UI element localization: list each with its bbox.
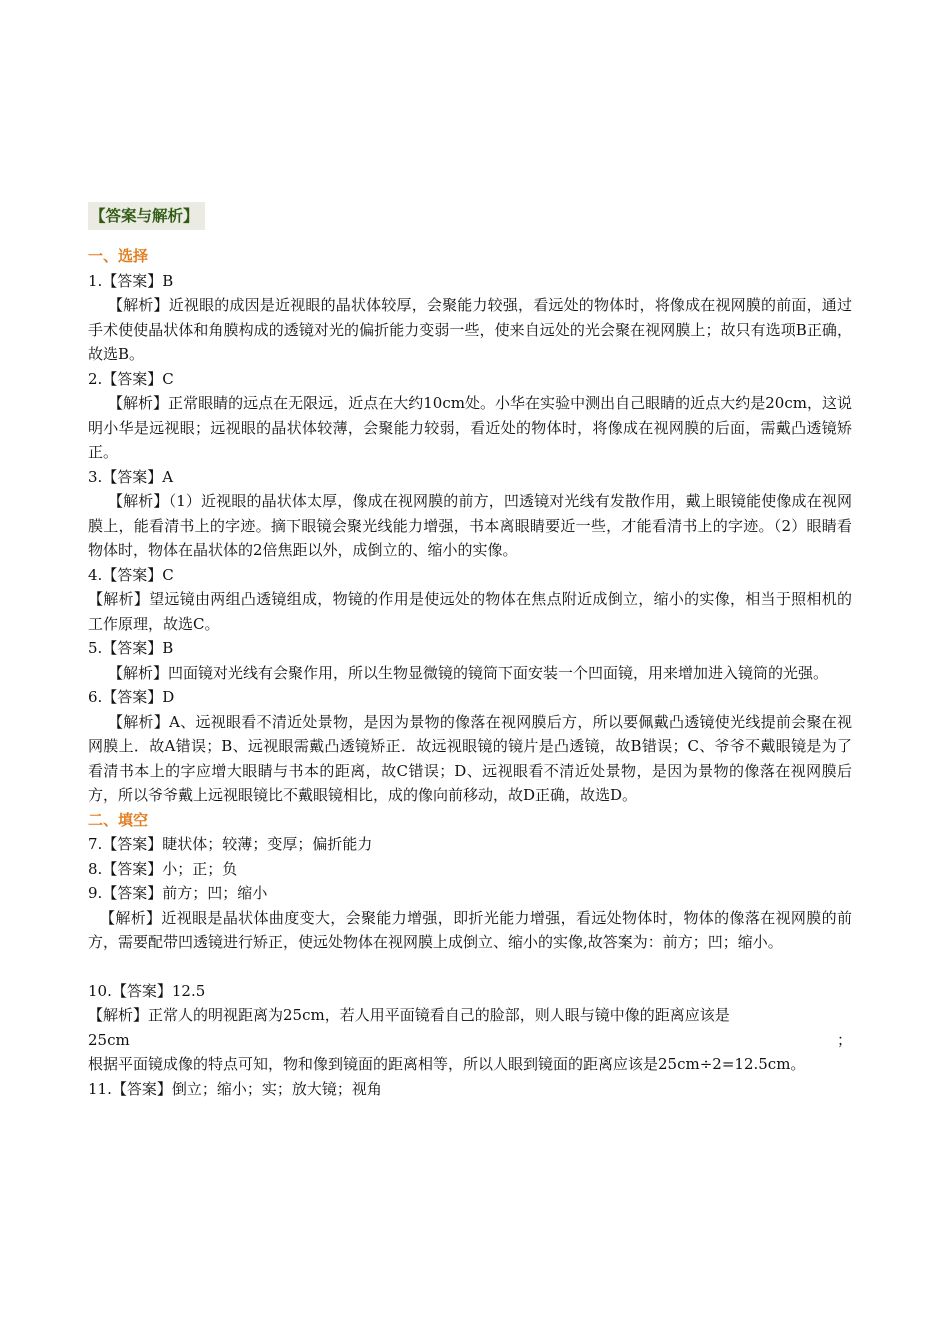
q6-analysis: 【解析】A、远视眼看不清近处景物，是因为景物的像落在视网膜后方，所以要佩戴凸透镜使光线提前会聚在视网膜上．故A错误；B、远视眼需戴凸透镜矫正．故远视眼镜的镜片是凸透镜，故B错误；C、爷爷不戴眼镜是为了看清书本上的字应增大眼睛与书本的距离，故C错误；D、远视眼看不清近处景物，是因为景物的像落在视网膜后方，所以爷爷戴上远视眼镜比不戴眼镜相比，成的像向前移动，故D正确，故选D。 xyxy=(88,712,852,804)
section-heading-fill: 二、填空 xyxy=(88,810,149,829)
q3-answer: 3.【答案】A xyxy=(88,467,174,486)
answers-title: 【答案与解析】 xyxy=(88,202,205,230)
q7-answer: 7.【答案】睫状体；较薄；变厚；偏折能力 xyxy=(88,835,373,853)
q2-answer: 2.【答案】C xyxy=(88,369,174,388)
q10-answer: 10.【答案】12.5 xyxy=(88,981,206,1000)
section-heading-choice: 一、选择 xyxy=(88,247,149,265)
q4-analysis: 【解析】望远镜由两组凸透镜组成，物镜的作用是使远处的物体在焦点附近成倒立，缩小的实像，相当于照相机的工作原理，故选C。 xyxy=(88,590,852,633)
answer-document xyxy=(88,202,852,1101)
q8-answer: 8.【答案】小；正；负 xyxy=(88,859,238,878)
q10-analysis-semicolon: ； xyxy=(836,1030,852,1049)
q3-analysis: 【解析】（1）近视眼的晶状体太厚，像成在视网膜的前方，凹透镜对光线有发散作用，戴上眼镜能使像成在视网膜上，能看清书上的字迹。摘下眼镜会聚光线能力增强，书本离眼睛要近一些，才能看清书上的字迹。（2）眼睛看物体时，物体在晶状体的2倍焦距以外，成倒立的、缩小的实像。 xyxy=(88,492,852,559)
q1-analysis: 【解析】近视眼的成因是近视眼的晶状体较厚，会聚能力较强，看远处的物体时，将像成在视网膜的前面，通过手术使使晶状体和角膜构成的透镜对光的偏折能力变弱一些，使来自远处的光会聚在视网膜上；故只有选项B正确，故选B。 xyxy=(88,296,852,363)
q5-analysis: 【解析】凹面镜对光线有会聚作用，所以生物显微镜的镜筒下面安装一个凹面镜，用来增加进入镜筒的光强。 xyxy=(108,663,829,682)
q11-answer: 11.【答案】倒立；缩小；实；放大镜；视角 xyxy=(88,1079,382,1098)
q1-answer: 1.【答案】B xyxy=(88,271,174,290)
q10-analysis-distance: 25cm xyxy=(88,1030,130,1049)
q9-answer: 9.【答案】前方；凹；缩小 xyxy=(88,884,268,902)
q9-analysis: 【解析】近视眼是晶状体曲度变大，会聚能力增强，即折光能力增强，看远处物体时，物体的像落在视网膜的前方，需要配带凹透镜进行矫正，使远处物体在视网膜上成倒立、缩小的实像,故答案为：前方；凹；缩小。 xyxy=(88,908,852,951)
q4-answer: 4.【答案】C xyxy=(88,565,174,584)
q10-analysis-line2 xyxy=(88,1028,852,1053)
q6-answer: 6.【答案】D xyxy=(88,688,175,706)
q2-analysis: 【解析】正常眼睛的远点在无限远，近点在大约10cm处。小华在实验中测出自己眼睛的近点大约是20cm，这说明小华是远视眼；远视眼的晶状体较薄，会聚能力较弱，看近处的物体时，将像成在视网膜的后面，需戴凸透镜矫正。 xyxy=(88,394,852,461)
q10-analysis-line3: 根据平面镜成像的特点可知，物和像到镜面的距离相等，所以人眼到镜面的距离应该是25cm÷2=12.5cm。 xyxy=(88,1055,806,1073)
q5-answer: 5.【答案】B xyxy=(88,639,174,657)
spacer xyxy=(88,955,852,979)
q10-analysis-line1: 【解析】正常人的明视距离为25cm，若人用平面镜看自己的脸部，则人眼与镜中像的距离应该是 xyxy=(88,1006,730,1024)
